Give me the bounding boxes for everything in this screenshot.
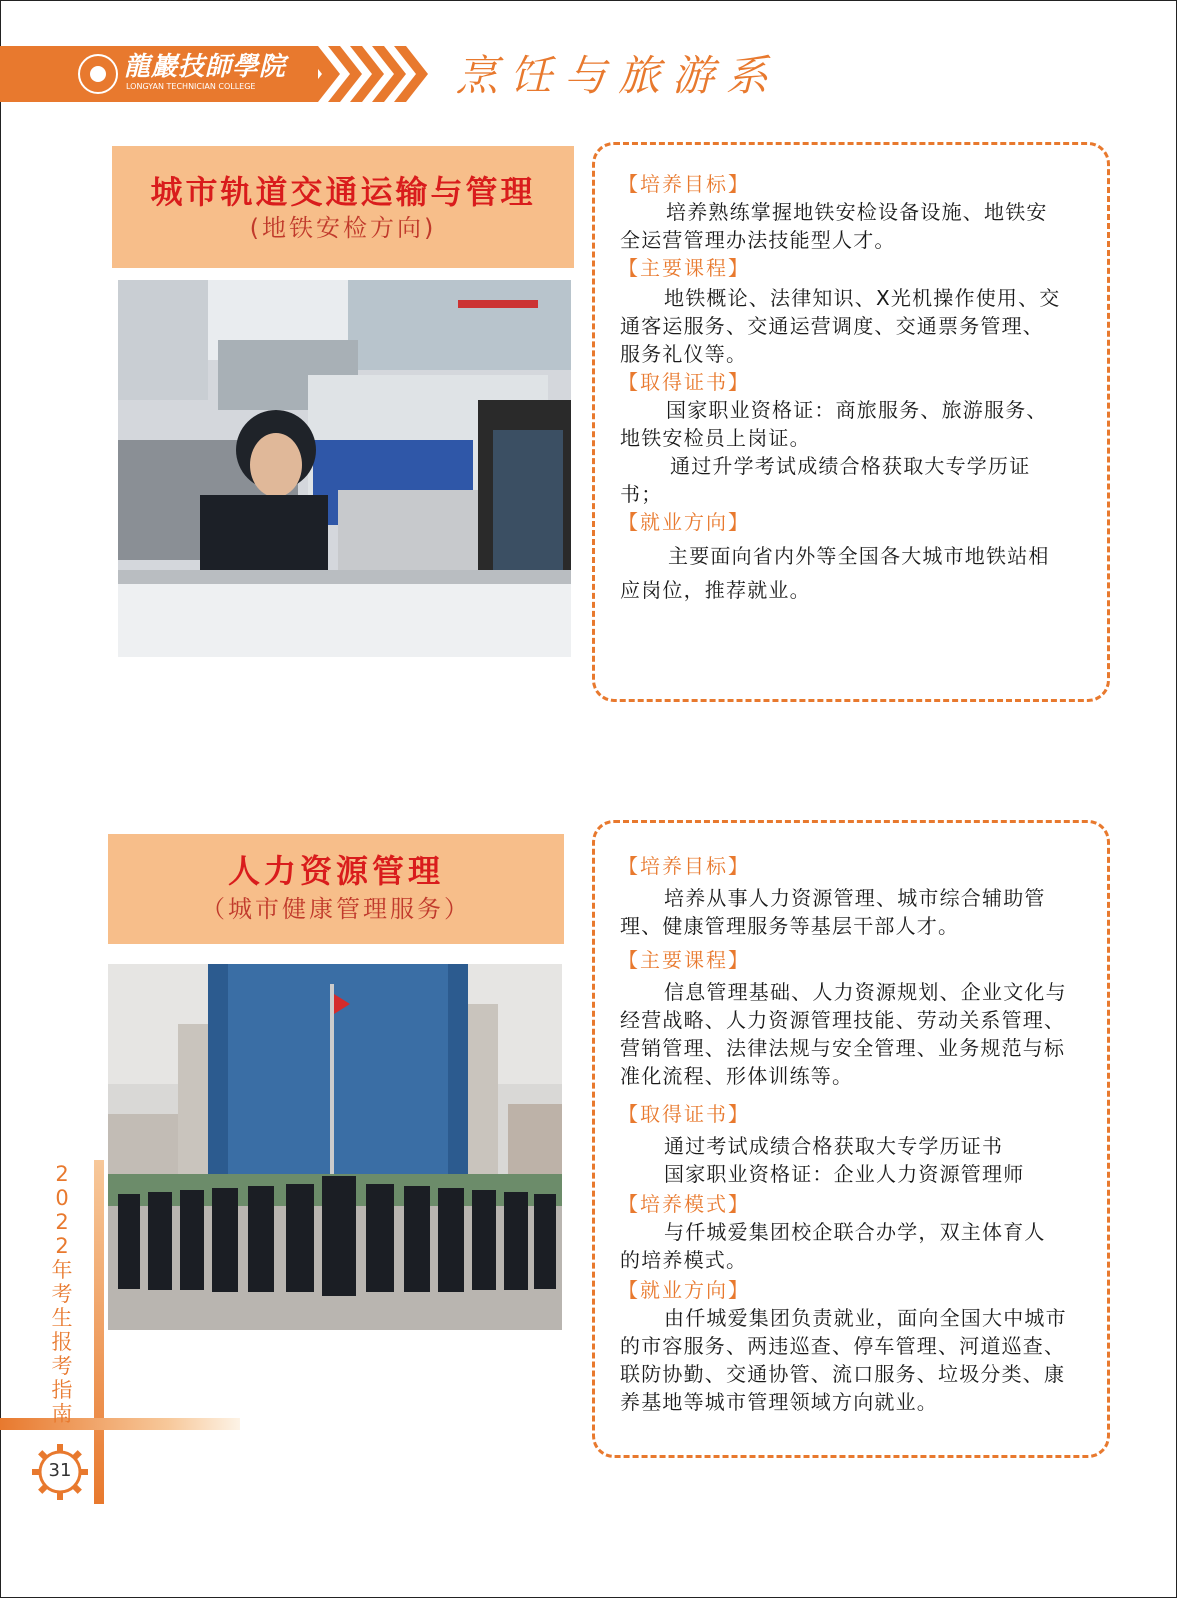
guide-vertical-title: 2022年考生报考指南 [51, 1162, 73, 1426]
footer-horizontal-line [0, 1418, 240, 1430]
section2-cert-line: 国家职业资格证：企业人力资源管理师 [664, 1162, 1025, 1186]
section1-course-label: 【主要课程】 [618, 256, 750, 280]
section2-title: 人力资源管理 [227, 852, 444, 890]
section2-mode-line: 的培养模式。 [620, 1248, 748, 1272]
section1-cert-line: 书； [620, 482, 663, 506]
section1-job-line: 应岗位，推荐就业。 [620, 578, 811, 602]
section2-goal-label: 【培养目标】 [618, 854, 750, 878]
section2-job-line: 由仟城爱集团负责就业，面向全国大中城市 [664, 1306, 1067, 1330]
section2-job-line: 养基地等城市管理领域方向就业。 [620, 1390, 938, 1414]
section2-mode-label: 【培养模式】 [618, 1192, 750, 1216]
section2-job-label: 【就业方向】 [618, 1278, 750, 1302]
section2-job-line: 的市容服务、两违巡查、停车管理、河道巡查、 [620, 1334, 1066, 1358]
section2-subtitle: （城市健康管理服务） [201, 895, 471, 923]
section1-course-line: 地铁概论、法律知识、X光机操作使用、交 [664, 286, 1061, 310]
section1-job-label: 【就业方向】 [618, 510, 750, 534]
section2-goal-line: 培养从事人力资源管理、城市综合辅助管 [664, 886, 1046, 910]
section1-title-box [112, 146, 574, 268]
section1-subtitle: (地铁安检方向) [249, 214, 437, 242]
footer-vertical-line [94, 1160, 104, 1504]
college-name-en: LONGYAN TECHNICIAN COLLEGE [126, 82, 256, 91]
section1-cert-line: 国家职业资格证：商旅服务、旅游服务、 [666, 398, 1048, 422]
section1-cert-label: 【取得证书】 [618, 370, 750, 394]
section1-goal-label: 【培养目标】 [618, 172, 750, 196]
section1-goal-line: 全运营管理办法技能型人才。 [620, 228, 896, 252]
section1-course-line: 通客运服务、交通运营调度、交通票务管理、 [620, 314, 1044, 338]
section2-job-line: 联防协勤、交通协管、流口服务、垃圾分类、康 [620, 1362, 1066, 1386]
college-name: 龍巖技師學院 [124, 52, 287, 82]
section2-mode-line: 与仟城爱集团校企联合办学，双主体育人 [664, 1220, 1046, 1244]
section1-cert-line: 地铁安检员上岗证。 [620, 426, 811, 450]
section1-title: 城市轨道交通运输与管理 [150, 173, 536, 211]
section1-job-line: 主要面向省内外等全国各大城市地铁站相 [668, 544, 1050, 568]
section2-course-line: 准化流程、形体训练等。 [620, 1064, 854, 1088]
section1-cert-line: 通过升学考试成绩合格获取大专学历证 [670, 454, 1031, 478]
section2-cert-line: 通过考试成绩合格获取大专学历证书 [664, 1134, 1004, 1158]
section2-course-label: 【主要课程】 [618, 948, 750, 972]
section2-course-line: 信息管理基础、人力资源规划、企业文化与 [664, 980, 1067, 1004]
page-number: 31 [48, 1460, 72, 1481]
department-title: 烹饪与旅游系 [456, 51, 781, 100]
section1-course-line: 服务礼仪等。 [620, 342, 748, 366]
section2-course-line: 经营战略、人力资源管理技能、劳动关系管理、 [620, 1008, 1066, 1032]
section2-title-box [108, 834, 564, 944]
section1-photo-security-check [118, 280, 571, 657]
section2-goal-line: 理、健康管理服务等基层干部人才。 [620, 914, 960, 938]
section2-photo-team [108, 964, 562, 1330]
college-logo-icon [78, 54, 118, 94]
section2-course-line: 营销管理、法律法规与安全管理、业务规范与标 [620, 1036, 1066, 1060]
chevron-arrows-icon [300, 46, 430, 102]
section1-goal-line: 培养熟练掌握地铁安检设备设施、地铁安 [666, 200, 1048, 224]
section2-cert-label: 【取得证书】 [618, 1102, 750, 1126]
